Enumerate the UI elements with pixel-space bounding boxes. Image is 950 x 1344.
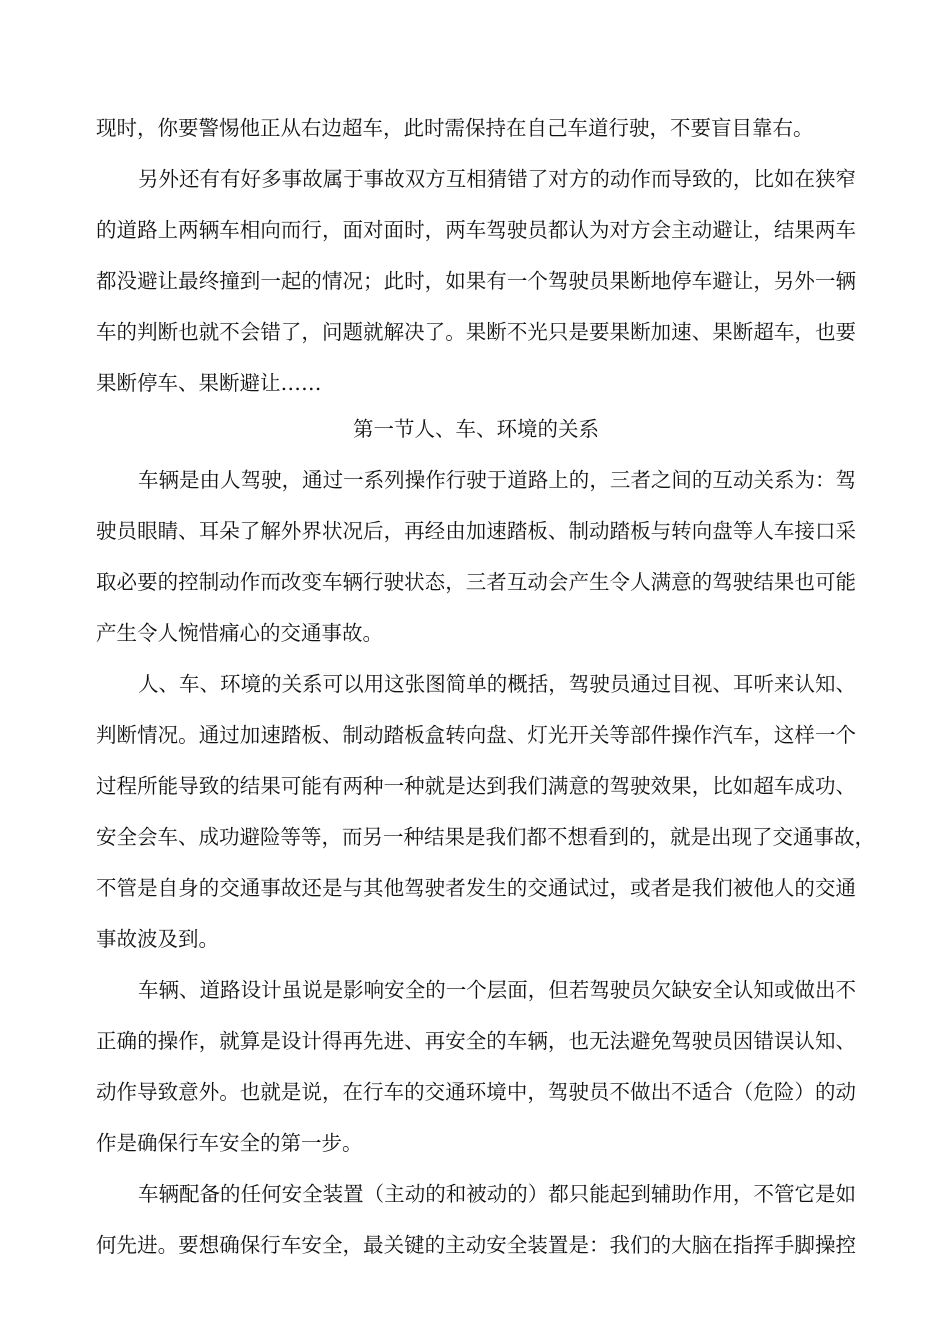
paragraph-line: 车辆是由人驾驶，通过一系列操作行驶于道路上的，三者之间的互动关系为：驾 (138, 468, 856, 492)
paragraph-line: 过程所能导致的结果可能有两种一种就是达到我们满意的驾驶效果，比如超车成功、 (96, 774, 856, 798)
paragraph-line: 另外还有有好多事故属于事故双方互相猜错了对方的动作而导致的，比如在狭窄 (138, 167, 856, 191)
paragraph-line: 判断情况。通过加速踏板、制动踏板盒转向盘、灯光开关等部件操作汽车，这样一个 (96, 723, 856, 747)
paragraph-line: 现时，你要警惕他正从右边超车，此时需保持在自己车道行驶，不要盲目靠右。 (96, 116, 814, 140)
paragraph-line: 产生令人惋惜痛心的交通事故。 (96, 621, 383, 645)
paragraph-line: 车的判断也就不会错了，问题就解决了。果断不光只是要果断加速、果断超车，也要 (96, 320, 856, 344)
section-heading: 第一节人、车、环境的关系 (353, 417, 599, 441)
paragraph-line: 作是确保行车安全的第一步。 (96, 1131, 363, 1155)
paragraph-line: 的道路上两辆车相向而行，面对面时，两车驾驶员都认为对方会主动避让，结果两车 (96, 218, 856, 242)
paragraph-line: 何先进。要想确保行车安全，最关键的主动安全装置是：我们的大脑在指挥手脚操控 (96, 1233, 856, 1257)
paragraph-line: 安全会车、成功避险等等，而另一种结果是我们都不想看到的，就是出现了交通事故， (96, 825, 875, 849)
paragraph-line: 都没避让最终撞到一起的情况；此时，如果有一个驾驶员果断地停车避让，另外一辆 (96, 269, 856, 293)
paragraph-line: 不管是自身的交通事故还是与其他驾驶者发生的交通试过，或者是我们被他人的交通 (96, 876, 856, 900)
paragraph-line: 正确的操作，就算是设计得再先进、再安全的车辆，也无法避免驾驶员因错误认知、 (96, 1029, 856, 1053)
paragraph-line: 果断停车、果断避让…… (96, 371, 322, 395)
paragraph-line: 驶员眼睛、耳朵了解外界状况后，再经由加速踏板、制动踏板与转向盘等人车接口采 (96, 519, 856, 543)
paragraph-line: 取必要的控制动作而改变车辆行驶状态，三者互动会产生令人满意的驾驶结果也可能 (96, 570, 856, 594)
paragraph-line: 车辆配备的任何安全装置（主动的和被动的）都只能起到辅助作用，不管它是如 (138, 1182, 856, 1206)
paragraph-line: 动作导致意外。也就是说，在行车的交通环境中，驾驶员不做出不适合（危险）的动 (96, 1080, 856, 1104)
paragraph-line: 车辆、道路设计虽说是影响安全的一个层面，但若驾驶员欠缺安全认知或做出不 (138, 978, 856, 1002)
paragraph-line: 人、车、环境的关系可以用这张图简单的概括，驾驶员通过目视、耳听来认知、 (138, 672, 856, 696)
paragraph-line: 事故波及到。 (96, 927, 219, 951)
document-page (96, 0, 875, 1344)
